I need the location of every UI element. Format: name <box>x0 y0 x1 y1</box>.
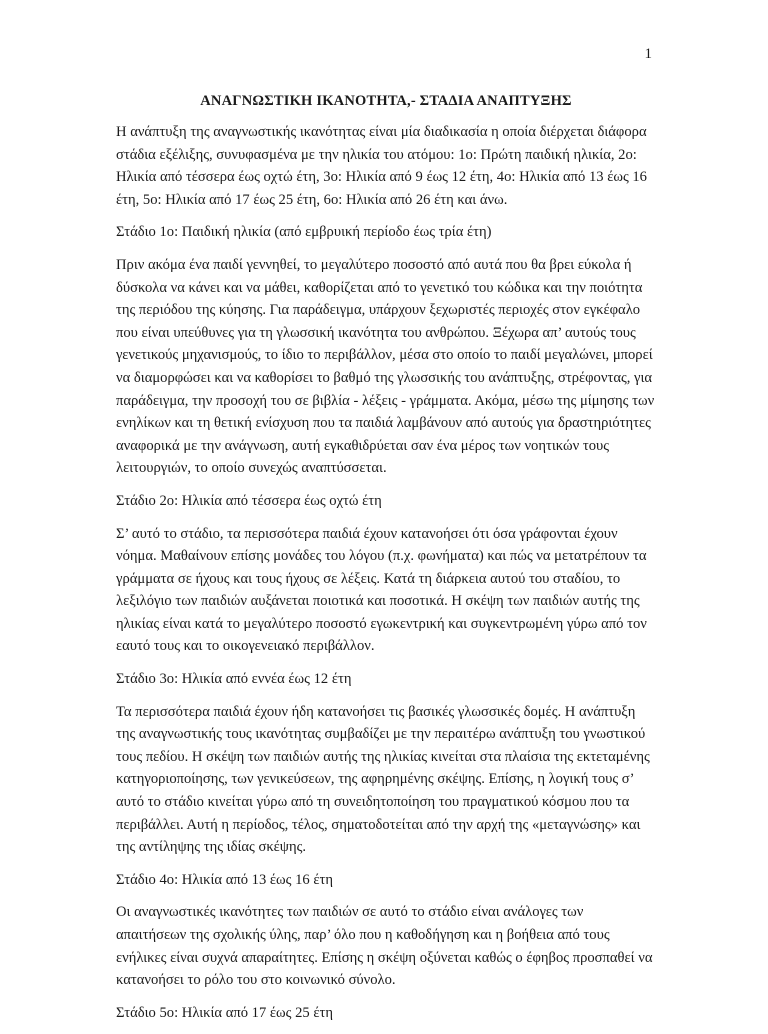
stage-4-heading: Στάδιο 4ο: Ηλικία από 13 έως 16 έτη <box>116 871 333 888</box>
stage-2-heading: Στάδιο 2ο: Ηλικία από τέσσερα έως οχτώ έτη <box>116 492 382 509</box>
document-title: ΑΝΑΓΝΩΣΤΙΚΗ ΙΚΑΝΟΤΗΤΑ,- ΣΤΑΔΙΑ ΑΝΑΠΤΥΞΗΣ <box>200 93 572 109</box>
stage-5-heading: Στάδιο 5ο: Ηλικία από 17 έως 25 έτη <box>116 1004 333 1021</box>
page-number: 1 <box>644 46 652 62</box>
stage-4-paragraph: Οι αναγνωστικές ικανότητες των παιδιών σε αυτό το στάδιο είναι ανάλογες των απαιτήσεων της σχολικής ύλης, παρ’ όλο που η καθοδήγηση και η βοήθεια από τους ενήλικες είναι συχνά απαραίτητες. Επίσης η σκέψη οξύνεται καθώς ο έφηβος προσπαθεί να κατανοήσει το ρόλο του στο κοινωνικό σύνολο. <box>116 904 653 989</box>
stage-3-heading: Στάδιο 3ο: Ηλικία από εννέα έως 12 έτη <box>116 671 352 688</box>
stage-2-paragraph: Σ’ αυτό το στάδιο, τα περισσότερα παιδιά έχουν κατανοήσει ότι όσα γράφονται έχουν νόημα. Μαθαίνουν επίσης μονάδες του λόγου (π.χ. φωνήματα) και πώς να μετατρέπουν τα γράμματα σε ήχους και τους ήχους σε λέξεις. Κατά τη διάρκεια αυτού του σταδίου, το λεξιλόγιο των παιδιών αυξάνεται ποιοτικά και ποσοτικά. Η σκέψη των παιδιών αυτής της ηλικίας είναι κατά το μεγαλύτερο ποσοστό εγωκεντρική και συγκεντρωμένη γύρω από τον εαυτό τους και το οικογενειακό περιβάλλον. <box>116 525 647 655</box>
stage-1-heading: Στάδιο 1ο: Παιδική ηλικία (από εμβρυική περίοδο έως τρία έτη) <box>116 224 492 241</box>
document-body <box>116 91 656 1034</box>
stage-3-paragraph: Τα περισσότερα παιδιά έχουν ήδη κατανοήσει τις βασικές γλωσσικές δομές. Η ανάπτυξη της αναγνωστικής τους ικανότητας συμβαδίζει με την περαιτέρω ανάπτυξη του γνωστικού τους πεδίου. Η σκέψη των παιδιών αυτής της ηλικίας κινείται στα πλαίσια της εκτεταμένης κατηγοριοποίησης, των γενικεύσεων, της αφηρημένης σκέψης. Επίσης, η λογική τους σ’ αυτό το στάδιο κινείται γύρω από τη συνειδητοποίηση του πραγματικού κόσμου που τα περιβάλλει. Αυτή η περίοδος, τέλος, σηματοδοτείται από την αρχή της «μεταγνώσης» και της αντίληψης της ιδίας σκέψης. <box>116 703 650 856</box>
intro-paragraph: Η ανάπτυξη της αναγνωστικής ικανότητας είναι μία διαδικασία η οποία διέρχεται διάφορα στάδια εξέλιξης, συνυφασμένα με την ηλικία του ατόμου: 1ο: Πρώτη παιδική ηλικία, 2ο: Ηλικία από τέσσερα έως οχτώ έτη, 3ο: Ηλικία από 9 έως 12 έτη, 4ο: Ηλικία από 13 έως 16 έτη, 5ο: Ηλικία από 17 έως 25 έτη, 6ο: Ηλικία από 26 έτη και άνω. <box>116 124 647 208</box>
stage-1-paragraph: Πριν ακόμα ένα παιδί γεννηθεί, το μεγαλύτερο ποσοστό από αυτά που θα βρει εύκολα ή δύσκολα να κάνει και να μάθει, καθορίζεται από το γενετικό του κώδικα και την ποιότητα της περιόδου της κύησης. Για παράδειγμα, υπάρχουν ξεχωριστές περιοχές στον εγκέφαλο που είναι υπεύθυνες για τη γλωσσική ικανότητα του ανθρώπου. Ξέχωρα απ’ αυτούς τους γενετικούς μηχανισμούς, το ίδιο το περιβάλλον, μέσα στο οποίο το παιδί μεγαλώνει, μπορεί να διαμορφώσει και να καθορίσει το βαθμό της γλωσσικής του ανάπτυξης, στρέφοντας, για παράδειγμα, την προσοχή του σε βιβλία - λέξεις - γράμματα. Ακόμα, μέσω της μίμησης των ενηλίκων και τη θετική ενίσχυση που τα παιδιά λαμβάνουν από αυτούς για δραστηριότητες αναφορικά με την ανάγνωση, αυτή εγκαθιδρύεται σαν ένα μέρος των νοητικών τους λειτουργιών, το οποίο συνεχώς αναπτύσσεται. <box>116 256 655 477</box>
